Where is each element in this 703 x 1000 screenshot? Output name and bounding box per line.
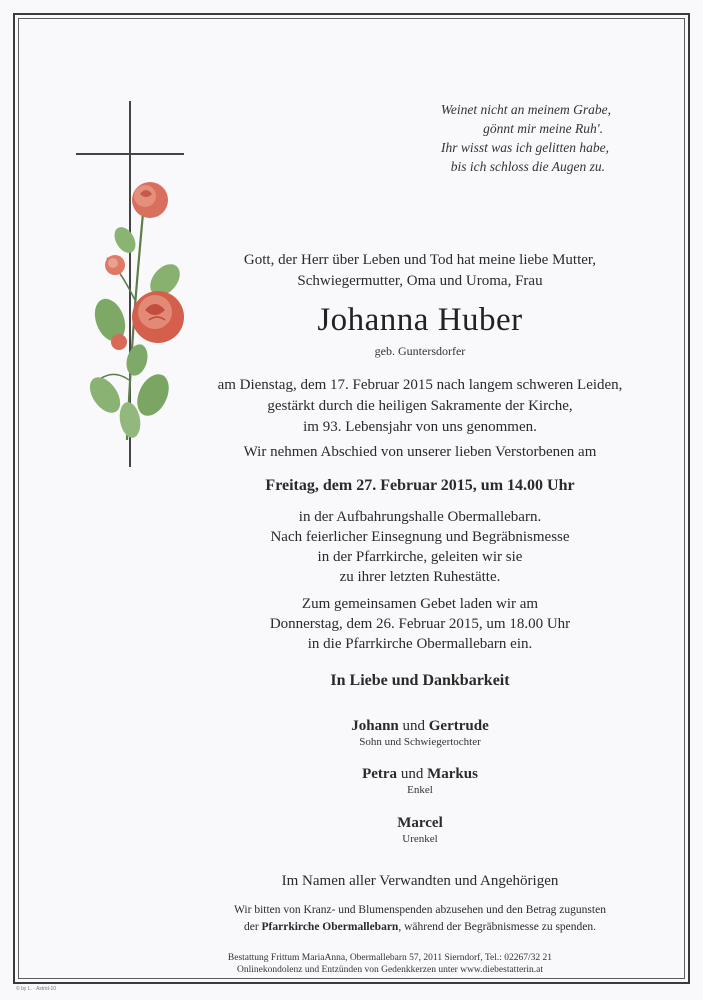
- death-notice: [180, 375, 660, 438]
- farewell-text: Wir nehmen Abschied von unserer lieben Verstorbenen am: [243, 444, 597, 460]
- intro-line: Schwiegermutter, Oma und Uroma, Frau: [297, 273, 543, 289]
- mourner-name: Johann: [351, 718, 399, 734]
- place-line: zu ihrer letzten Ruhestätte.: [339, 569, 501, 585]
- mourner-relation: Urenkel: [402, 833, 438, 845]
- mourner-name: Gertrude: [428, 718, 489, 734]
- mourner-conjunction: und: [400, 766, 424, 782]
- mourner-name: Markus: [427, 766, 478, 782]
- place-line: in der Pfarrkirche, geleiten wir sie: [317, 549, 523, 565]
- donation-rest: , während der Begräbnismesse zu spenden.: [398, 921, 597, 933]
- prayer-line: in die Pfarrkirche Obermallebarn ein.: [307, 636, 533, 652]
- mourner-relation: Sohn und Schwiegertochter: [359, 736, 481, 748]
- closing-line: In Liebe und Dankbarkeit: [330, 672, 510, 689]
- motto-line: gönnt mir meine Ruh'.: [483, 121, 603, 136]
- cross-bar: [76, 153, 184, 155]
- family-line: Im Namen aller Verwandten und Angehörigen: [281, 873, 559, 889]
- prayer-line: Donnerstag, dem 26. Februar 2015, um 18.00 Uhr: [269, 616, 571, 632]
- intro-line: Gott, der Herr über Leben und Tod hat meine liebe Mutter,: [243, 252, 597, 268]
- place-line: in der Aufbahrungshalle Obermallebarn.: [298, 509, 542, 525]
- funeral-home-line: Bestattung Frittum MariaAnna, Obermallebarn 57, 2011 Sierndorf, Tel.: 02267/32 21: [227, 953, 553, 963]
- prayer-line: Zum gemeinsamen Gebet laden wir am: [301, 596, 539, 612]
- motto-line: Weinet nicht an meinem Grabe,: [440, 102, 611, 117]
- ceremony-place: [180, 507, 660, 587]
- print-tag: © by L. · Astrid-10: [16, 986, 57, 992]
- place-line: Nach feierlicher Einsegnung und Begräbnismesse: [270, 529, 570, 545]
- donation-line: Wir bitten von Kranz- und Blumenspenden abzusehen und den Betrag zugunsten: [234, 904, 606, 916]
- mourner-entry: [180, 766, 660, 796]
- mourner-entry: [180, 815, 660, 845]
- birth-name: geb. Guntersdorfer: [374, 344, 466, 358]
- funeral-home-line: Onlinekondolenz und Entzünden von Gedenkkerzen unter www.diebestatterin.at: [237, 965, 543, 975]
- death-line: gestärkt durch die heiligen Sakramente der Kirche,: [267, 398, 573, 414]
- mourner-relation: Enkel: [407, 784, 433, 796]
- motto-line: bis ich schloss die Augen zu.: [450, 159, 605, 174]
- donation-der: der: [243, 921, 259, 933]
- prayer-invitation: [180, 594, 660, 654]
- donation-recipient: Pfarrkirche Obermallebarn: [261, 921, 399, 933]
- intro-text: [180, 250, 660, 292]
- funeral-home-info: [130, 952, 650, 976]
- mourner-name: Marcel: [397, 815, 443, 831]
- mourner-conjunction: und: [402, 718, 426, 734]
- motto-verse: [351, 100, 611, 176]
- funeral-date: Freitag, dem 27. Februar 2015, um 14.00 Uhr: [265, 477, 575, 494]
- mourner-entry: [180, 718, 660, 748]
- death-line: im 93. Lebensjahr von uns genommen.: [303, 419, 537, 435]
- mourner-name: Petra: [362, 766, 398, 782]
- motto-line: Ihr wisst was ich gelitten habe,: [441, 140, 609, 155]
- deceased-name: Johanna Huber: [317, 302, 523, 338]
- death-line: am Dienstag, dem 17. Februar 2015 nach langem schweren Leiden,: [217, 377, 623, 393]
- donation-request: [180, 902, 660, 936]
